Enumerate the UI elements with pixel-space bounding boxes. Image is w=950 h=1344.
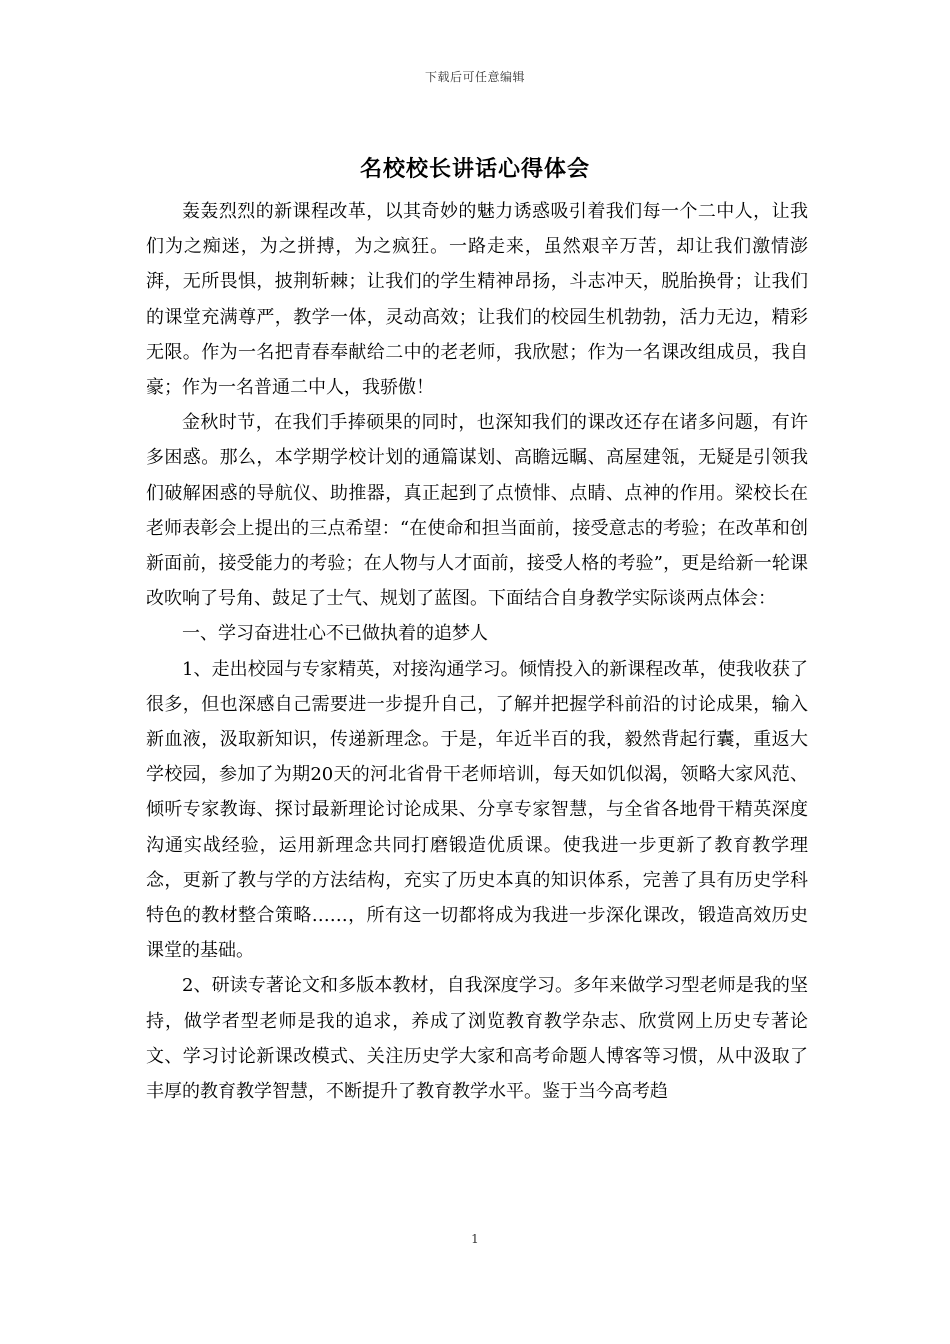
paragraph-intro: 轰轰烈烈的新课程改革，以其奇妙的魅力诱惑吸引着我们每一个二中人，让我们为之痴迷，为之拼搏，为之疯狂。一路走来，虽然艰辛万苦，却让我们激情澎湃，无所畏惧，披荆斩棘；让我们的学生精神昂扬，斗志冲天，脱胎换骨；让我们的课堂充满尊严，教学一体，灵动高效；让我们的校园生机勃勃，活力无边，精彩无限。作为一名把青春奉献给二中的老老师，我欣慰；作为一名课改组成员，我自豪；作为一名普通二中人，我骄傲！ [146, 201, 808, 399]
section-heading-1: 一、学习奋进壮心不已做执着的追梦人 [182, 623, 488, 645]
paragraph-autumn: 金秋时节，在我们手捧硕果的同时，也深知我们的课改还存在诸多问题，有许多困惑。那么，本学期学校计划的通篇谋划、高瞻远瞩、高屋建瓴，无疑是引领我们破解困惑的导航仪、助推器，真正起到了点愤悱、点睛、点神的作用。梁校长在老师表彰会上提出的三点希望：“在使命和担当面前，接受意志的考验；在改革和创新面前，接受能力的考验；在人物与人才面前，接受人格的考验”，更是给新一轮课改吹响了号角、鼓足了士气、规划了蓝图。下面结合自身教学实际谈两点体会： [146, 412, 808, 610]
document-title: 名校校长讲话心得体会 [359, 156, 590, 182]
document-body [146, 194, 808, 1109]
paragraph-point-2: 2、研读专著论文和多版本教材，自我深度学习。多年来做学习型老师是我的坚持，做学者型老师是我的追求，养成了浏览教育教学杂志、欣赏网上历史专著论文、学习讨论新课改模式、关注历史学大家和高考命题人博客等习惯，从中汲取了丰厚的教育教学智慧，不断提升了教育教学水平。鉴于当今高考趋 [146, 975, 808, 1103]
page-header-note: 下载后可任意编辑 [424, 70, 525, 84]
paragraph-point-1: 1、走出校园与专家精英，对接沟通学习。倾情投入的新课程改革，使我收获了很多，但也深感自己需要进一步提升自己，了解并把握学科前沿的讨论成果，输入新血液，汲取新知识，传递新理念。于是，年近半百的我，毅然背起行囊，重返大学校园，参加了为期20天的河北省骨干老师培训，每天如饥似渴，领略大家风范、倾听专家教诲、探讨最新理论讨论成果、分享专家智慧，与全省各地骨干精英深度沟通实战经验，运用新理念共同打磨锻造优质课。使我进一步更新了教育教学理念，更新了教与学的方法结构，充实了历史本真的知识体系，完善了具有历史学科特色的教材整合策略……，所有这一切都将成为我进一步深化课改，锻造高效历史课堂的基础。 [146, 658, 808, 962]
page-number: 1 [471, 1232, 479, 1246]
